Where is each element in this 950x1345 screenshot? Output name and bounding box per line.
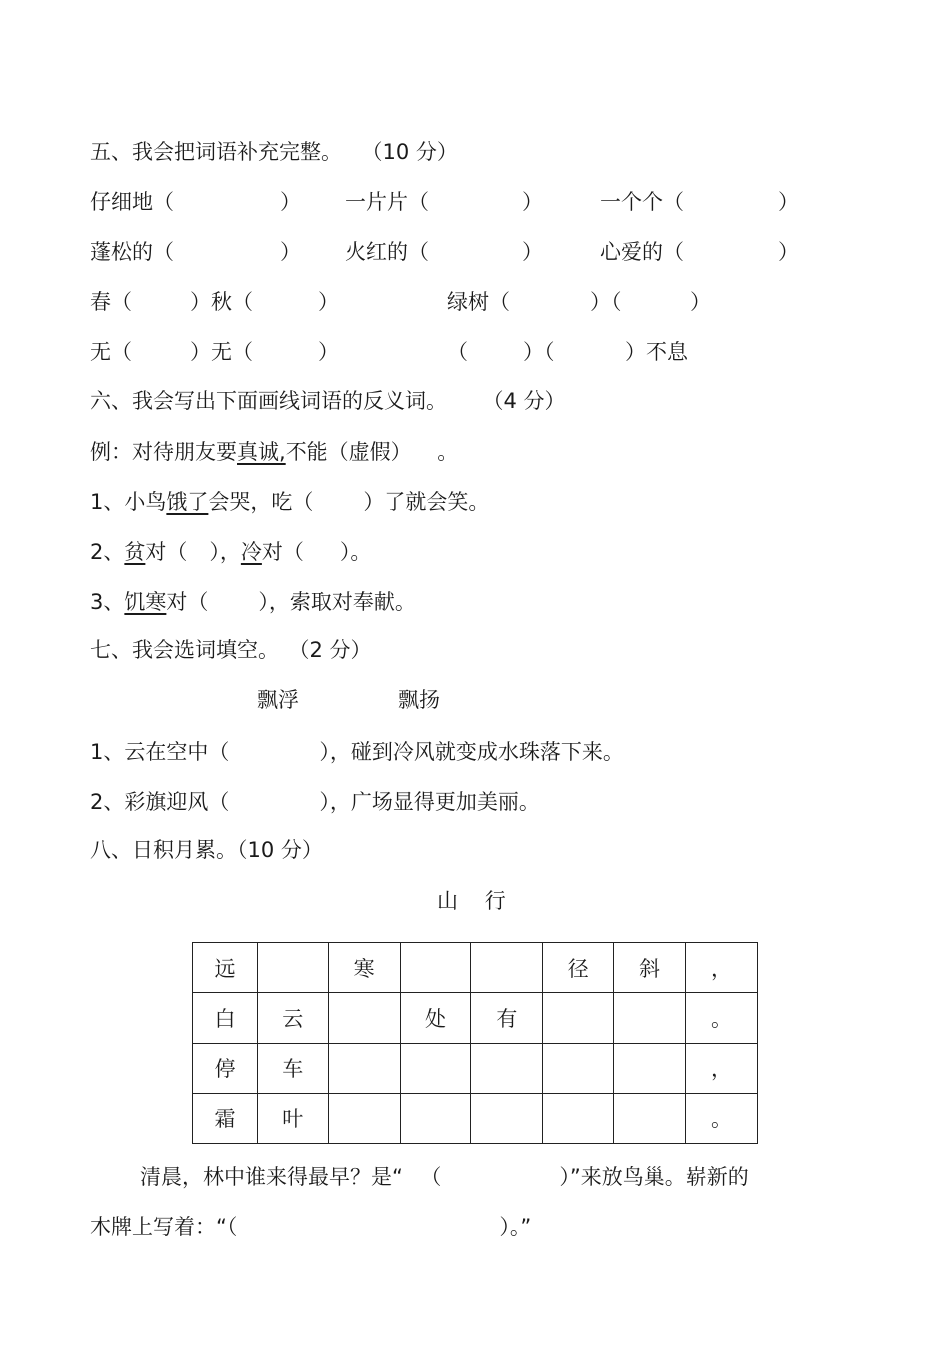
- s7-q1: 1、云在空中（ ），碰到冷风就变成水珠落下来。: [90, 740, 624, 764]
- poem-cell: 远: [193, 943, 258, 993]
- poem-title: 山 行: [437, 889, 506, 913]
- poem-cell: ，: [686, 1043, 758, 1093]
- poem-cell[interactable]: [471, 1093, 543, 1143]
- poem-row-2: [193, 993, 758, 1043]
- s5-r3-c2: 绿树（: [447, 290, 510, 314]
- section-7-title: 七、我会选词填空。 （2 分）: [90, 638, 372, 662]
- s5-r1-c3: 一个个（: [600, 190, 684, 214]
- poem-cell: 叶: [257, 1093, 328, 1143]
- s5-r3-c1: 春（: [90, 290, 132, 314]
- poem-cell[interactable]: [614, 1093, 686, 1143]
- poem-cell[interactable]: [400, 1043, 471, 1093]
- poem-cell[interactable]: [400, 1093, 471, 1143]
- poem-cell[interactable]: [400, 943, 471, 993]
- s6-q3: 3、饥寒对（ ），索取对奉献。: [90, 590, 416, 614]
- poem-cell: 云: [257, 993, 328, 1043]
- poem-cell: 径: [543, 943, 614, 993]
- poem-cell[interactable]: [614, 993, 686, 1043]
- s6-q1: 1、小鸟饿了会哭，吃（ ）了就会笑。: [90, 490, 490, 514]
- poem-row-3: [193, 1043, 758, 1093]
- poem-cell[interactable]: [471, 943, 543, 993]
- poem-cell: ，: [686, 943, 758, 993]
- s5-r2-c1: 蓬松的（: [90, 240, 174, 264]
- poem-row-1: [193, 943, 758, 993]
- section-5-title: 五、我会把词语补充完整。 （10 分）: [90, 140, 458, 164]
- poem-cell: 停: [193, 1043, 258, 1093]
- poem-row-4: [193, 1093, 758, 1143]
- poem-cell[interactable]: [257, 943, 328, 993]
- section-8-title: 八、日积月累。（10 分）: [90, 838, 323, 862]
- poem-cell[interactable]: [543, 993, 614, 1043]
- section-6-title: 六、我会写出下面画线词语的反义词。 （4 分）: [90, 389, 566, 413]
- s8-paragraph-line-1: 清晨，林中谁来得最早？是“ （ ）”来放鸟巢。崭新的: [140, 1165, 749, 1189]
- poem-cell[interactable]: [328, 993, 400, 1043]
- s7-word-1: 飘浮: [257, 688, 299, 712]
- s5-r2-c3: 心爱的（: [600, 240, 684, 264]
- s6-q2: 2、贫对（ ），冷对（ ）。: [90, 540, 372, 564]
- poem-cell: 。: [686, 1093, 758, 1143]
- poem-cell[interactable]: [543, 1043, 614, 1093]
- s7-word-2: 飘扬: [398, 688, 440, 712]
- poem-cell[interactable]: [328, 1093, 400, 1143]
- poem-cell: 有: [471, 993, 543, 1043]
- s7-q2: 2、彩旗迎风（ ），广场显得更加美丽。: [90, 790, 540, 814]
- poem-cell: 车: [257, 1043, 328, 1093]
- s5-r1-c1: 仔细地（: [90, 190, 174, 214]
- s5-r4-c1: 无（: [90, 340, 132, 364]
- poem-cell: 霜: [193, 1093, 258, 1143]
- poem-cell[interactable]: [543, 1093, 614, 1143]
- poem-cell[interactable]: [328, 1043, 400, 1093]
- poem-cell: 白: [193, 993, 258, 1043]
- s6-example: 例：对待朋友要真诚,不能（虚假） 。: [90, 440, 459, 464]
- s8-paragraph-line-2: 木牌上写着：“（ ）。”: [90, 1215, 532, 1239]
- s5-r1-c2: 一片片（: [345, 190, 429, 214]
- poem-cell: 寒: [328, 943, 400, 993]
- poem-cell: 斜: [614, 943, 686, 993]
- poem-grid: [192, 942, 758, 1144]
- poem-cell[interactable]: [471, 1043, 543, 1093]
- poem-cell: 处: [400, 993, 471, 1043]
- s5-r2-c2: 火红的（: [345, 240, 429, 264]
- s5-r4-c2: （: [447, 340, 468, 364]
- poem-cell[interactable]: [614, 1043, 686, 1093]
- poem-cell: 。: [686, 993, 758, 1043]
